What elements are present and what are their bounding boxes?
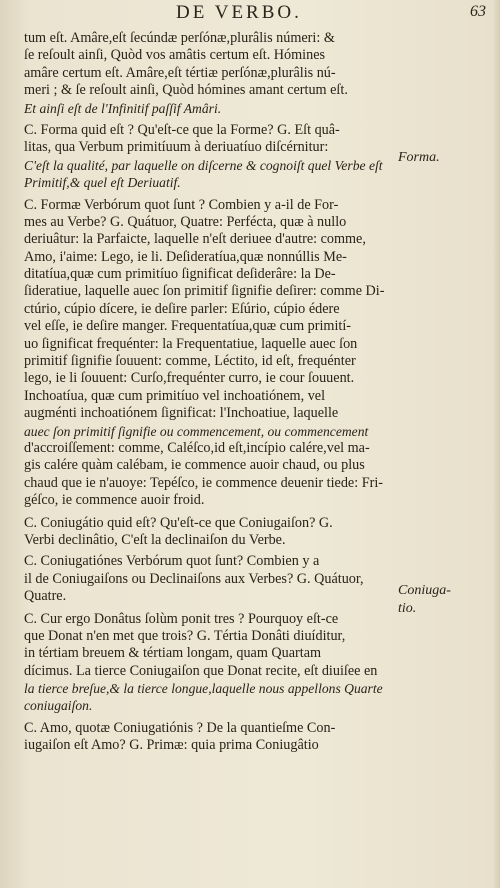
text-line: deriuâtur: la Parfaicte, laquelle n'eſt deriuee d'autre: comme,: [24, 231, 366, 248]
text-line: Amo, i'aime: Lego, ie li. Deſideratíua,quæ nonnúllis Me-: [24, 248, 347, 265]
text-line: augménti inchoatiónem ſignificat: l'Inchoatiue, laquelle: [24, 405, 339, 422]
text-line: ſe reſoult ainſi, Quòd vos amâtis certum eſt. Hómines: [24, 47, 326, 64]
text-line: dícimus. La tierce Coniugaiſon que Donat recite, eſt diuiſee en: [24, 662, 378, 679]
text-line: litas, qua Verbum primitíuum à deriuatíuo diſcérnitur:: [24, 139, 329, 156]
text-line: Et ainſi eſt de l'Infinitif paſſif Amâri.: [24, 100, 222, 116]
text-line: géſco, ie commence auoir froid.: [24, 492, 205, 509]
text-line: amâre certum eſt. Amâre,eſt tértiæ perſónæ,plurâlis nú-: [24, 64, 336, 81]
text-line: la tierce breſue,& la tierce longue,laquelle nous appellons Quarte: [24, 681, 383, 697]
text-line: lego, ie li ſouuent: Curſo,frequénter curro, ie cour ſouuent.: [24, 370, 355, 387]
text-line: Verbi declinâtio, C'eſt la declinaiſon du Verbe.: [24, 531, 286, 548]
text-line: auec ſon primitif ſignifie ou commencement, ou commencement: [24, 423, 369, 439]
text-line: d'accroiſſement: comme, Caléſco,id eſt,incípio calére,vel ma-: [24, 439, 370, 456]
text-line: que Donat n'en met que trois? G. Tértia Donâti diuíditur,: [24, 627, 346, 644]
text-line: C. Forma quid eſt ? Qu'eſt-ce que la Forme? G. Eſt quâ-: [24, 121, 340, 138]
text-line: gis calére quàm calébam, ie commence auoir chaud, ou plus: [24, 457, 365, 474]
text-line: C. Coniugatiónes Verbórum quot ſunt? Combien y a: [24, 553, 320, 570]
margin-note-forma: Forma.: [398, 150, 440, 165]
text-line: iugaiſon eſt Amo? G. Primæ: quia prima Coniugâtio: [24, 737, 319, 754]
text-line: ditatíua,quæ cum primitíuo ſignificat deſiderâre: la De-: [24, 266, 336, 283]
text-line: C. Formæ Verbórum quot ſunt ? Combien y a-il de For-: [24, 196, 339, 213]
text-line: C. Amo, quotæ Coniugatiónis ? De la quantieſme Con-: [24, 719, 336, 736]
text-line: chaud que ie n'auoye: Tepéſco, ie commence deuenir tiede: Fri-: [24, 474, 383, 491]
text-line: Primitif,& quel eſt Deriuatif.: [24, 175, 181, 191]
page-edge-shadow: [492, 0, 500, 888]
text-line: primitif ſignifie ſouuent: comme, Léctito, id eſt, frequénter: [24, 353, 356, 370]
text-line: Inchoatíua, quæ cum primitíuo vel inchoatiónem, vel: [24, 387, 326, 404]
text-line: coniugaiſon.: [24, 698, 93, 714]
text-line: meri ; & ſe reſoult ainſi, Quòd hómines amant certum eſt.: [24, 82, 348, 99]
text-line: mes au Verbe? G. Quátuor, Quatre: Perfécta, quæ à nullo: [24, 213, 347, 230]
text-line: uo ſignificat frequénter: la Frequentatiue, laquelle auec ſon: [24, 335, 358, 352]
text-line: ctúrio, cúpio dícere, ie deſire parler: Eſúrio, cúpio édere: [24, 300, 340, 317]
page-number: 63: [470, 3, 486, 20]
margin-note-coniugatio-cont: tio.: [398, 601, 417, 616]
margin-note-coniugatio: Coniuga-: [398, 583, 451, 598]
text-line: vel eſſe, ie deſire manger. Frequentatíua,quæ cum primití-: [24, 318, 351, 335]
text-line: il de Coniugaiſons ou Declinaiſons aux Verbes? G. Quátuor,: [24, 570, 364, 587]
text-line: tum eſt. Amâre,eſt ſecúndæ perſónæ,plurâlis númeri: &: [24, 30, 335, 46]
text-column: [24, 30, 394, 755]
text-line: Quatre.: [24, 588, 67, 605]
text-line: in tértiam breuem & tértiam longam, quam Quartam: [24, 645, 322, 662]
running-head: DE VERBO.: [176, 2, 302, 23]
page-header: [0, 0, 500, 34]
text-line: C. Cur ergo Donâtus ſolùm ponit tres ? Pourquoy eſt-ce: [24, 610, 339, 627]
text-line: C'eſt la qualité, par laquelle on diſcerne & cognoiſt quel Verbe eſt: [24, 157, 383, 173]
text-line: ſideratiue, laquelle auec ſon primitif ſignifie deſirer: comme Di-: [24, 283, 385, 300]
text-line: C. Coniugátio quid eſt? Qu'eſt-ce que Coniugaiſon? G.: [24, 514, 333, 531]
